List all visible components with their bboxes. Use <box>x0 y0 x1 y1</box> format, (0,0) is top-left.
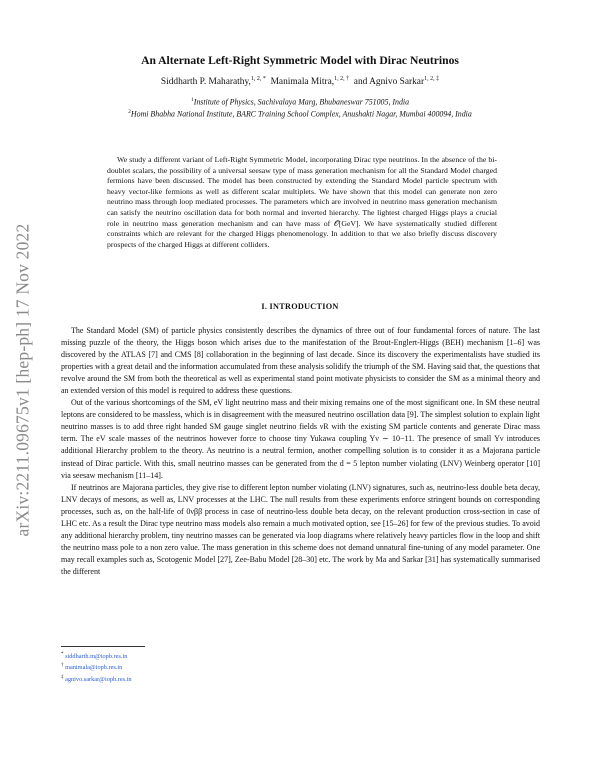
affiliation-text: Homi Bhabha National Institute, BARC Training School Complex, Anushakti Nagar, Mumbai 400094, India <box>130 109 472 119</box>
email-link[interactable]: manimala@iopb.res.in <box>65 664 123 672</box>
footnote-mark: † <box>61 663 64 669</box>
author-mark: 1, 2, ‡ <box>424 76 440 82</box>
author-mark: 1, 2, * <box>250 76 266 82</box>
section-heading: I. INTRODUCTION <box>261 302 339 311</box>
arxiv-identifier: arXiv:2211.09675v1 [hep-ph] 17 Nov 2022 <box>12 223 33 537</box>
paper-title: An Alternate Left-Right Symmetric Model with Dirac Neutrinos <box>141 54 459 67</box>
author-name: and Agnivo Sarkar <box>353 77 425 88</box>
footnote-rule <box>61 646 145 647</box>
paragraph: Out of the various shortcomings of the SM, eV light neutrino mass and their mixing remains one of the most significant one. In SM these neutral leptons are considered to be massless, which is in disagreement with the measured neutrino oscillation data [9]. The simplest solution to explain light neutrino masses is to add three right handed SM gauge singlet neutrino fields νR with the existing SM particle contents and generate Dirac mass term. The eV scale masses of the neutrinos however force to choose tiny Yukawa coupling Yν ∼ 10−11. The presence of small Yν introduces additional Hierarchy problem to the theory. As neutrino is a neutral fermion, another compelling solution is to consider it as a Majorana particle instead of Dirac particle. With this, small neutrino masses can be generated from the d = 5 lepton number violating (LNV) Weinberg operator [10] via seesaw mechanism [11–14]. <box>61 398 540 480</box>
author-mark: 1, 2, † <box>334 76 350 82</box>
affiliation-text: Institute of Physics, Sachivalaya Marg, Bhubaneswar 751005, India <box>193 97 410 107</box>
author-list <box>60 76 540 87</box>
footnote <box>61 661 132 672</box>
footnote <box>61 650 132 661</box>
affiliation-mark: 2 <box>128 109 131 115</box>
paragraph: If neutrinos are Majorana particles, they give rise to different lepton number violating (LNV) signatures, such as, neutrino-less double beta decay, LNV decays of mesons, as well as, LNV processes at the LHC. The null results from these experiments enforce stringent bounds on corresponding processes, such as, on the half-life of 0νββ process in case of neutrino-less double beta decay, on the relevant production cross-section in case of LHC etc. As a result the Dirac type neutrino mass models also remain a much motivated option, see [15–26] for few of the previous studies. To avoid any additional hierarchy problem, tiny neutrino masses can be generated via loop diagrams where relatively heavy particles flow in the loop and shift the neutrino mass pole to a non zero value. The mass generation in this scheme does not demand unnatural fine-tuning of any model parameter. One may recall examples such as, Scotogenic Model [27], Zee-Babu Model [28–30] etc. The work by Ma and Sarkar [31] has systematically summarised the different <box>61 482 540 576</box>
body-text <box>61 325 540 578</box>
arxiv-stamp <box>8 185 38 575</box>
author-name: Siddharth P. Maharathy, <box>160 77 251 88</box>
footnote-mark: * <box>61 652 64 657</box>
affiliation <box>60 109 540 119</box>
email-link[interactable]: agnivo.sarkar@iopb.res.in <box>65 675 132 683</box>
footnotes <box>61 650 132 684</box>
footnote-mark: ‡ <box>61 674 64 680</box>
email-link[interactable]: siddharth.m@iopb.res.in <box>65 653 128 661</box>
affiliation <box>60 97 540 107</box>
author-name: Manimala Mitra, <box>270 77 335 88</box>
affiliation-mark: 1 <box>190 97 194 103</box>
abstract: We study a different variant of Left-Right Symmetric Model, incorporating Dirac type neutrinos. In the absence of the bi-doublet scalars, the possibility of a universal seesaw type of mass generation mechanism for all the Standard Model charged fermions have been discussed. The model has been constructed by extending the Standard Model particle spectrum with heavy vector-like fermions as well as different scalar multiplets. We have shown that this model can generate non zero neutrino mass through loop mediated processes. The parameters which are involved in neutrino mass generation mechanism can satisfy the neutrino oscillation data for both normal and inverted hierarchy. The lightest charged Higgs plays a crucial role in neutrino mass generation mechanism and can have mass of 𝒪[GeV]. We have systematically studied different constraints which are relevant for the charged Higgs phenomenology. In addition to that we also briefly discuss discovery prospects of the charged Higgs at different colliders. <box>107 155 497 249</box>
paragraph: The Standard Model (SM) of particle physics consistently describes the dynamics of three out of four fundamental forces of nature. The last missing puzzle of the theory, the Higgs boson which arises due to the manifestation of the Brout-Englert-Higgs (BEH) mechanism [1–6] was discovered by the ATLAS [7] and CMS [8] collaboration in the beginning of last decade. Since its discovery the experimentalists have studied its properties with a great detail and the information accumulated from these analysis solidify the triumph of the SM. Having said that, the questions that revolve around the SM from both the theoretical as well as experimental stand point motivate physicists to consider the SM as a minimal theory and an extended version of this model is required to address these questions. <box>61 326 540 396</box>
footnote <box>61 673 132 684</box>
